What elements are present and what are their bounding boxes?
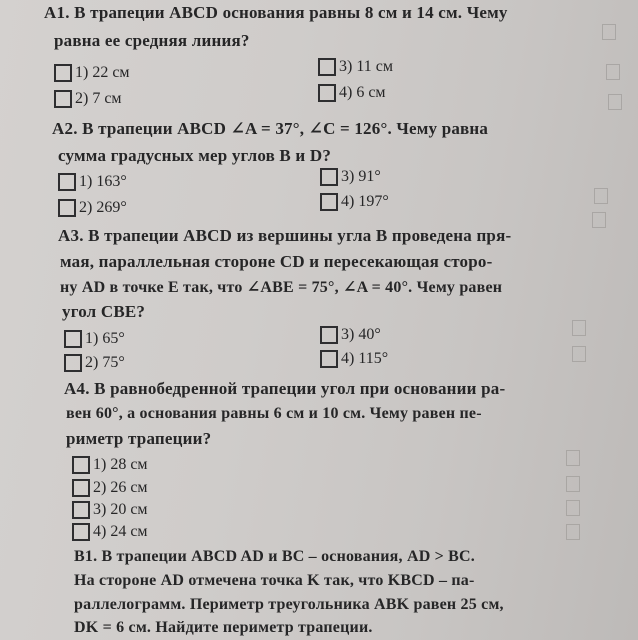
question-a4-line-3: риметр трапеции? bbox=[66, 429, 212, 448]
option-a2-4[interactable]: 4) 197° bbox=[320, 193, 389, 211]
question-a3-line-4: угол CBE? bbox=[62, 302, 146, 321]
checkbox[interactable] bbox=[64, 354, 82, 372]
checkbox[interactable] bbox=[320, 350, 338, 368]
option-a4-2[interactable]: 2) 26 см bbox=[72, 479, 148, 497]
checkbox[interactable] bbox=[72, 501, 90, 519]
option-a1-1[interactable]: 1) 22 см bbox=[54, 64, 130, 82]
question-a3-line-1: A3. В трапеции ABCD из вершины угла B проведена пря- bbox=[58, 226, 512, 245]
checkbox[interactable] bbox=[72, 479, 90, 497]
bleed-through-box bbox=[602, 24, 616, 40]
option-a1-2[interactable]: 2) 7 см bbox=[54, 90, 122, 108]
bleed-through-box bbox=[594, 188, 608, 204]
bleed-through-box bbox=[592, 212, 606, 228]
option-a4-3[interactable]: 3) 20 см bbox=[72, 501, 148, 519]
bleed-through-box bbox=[608, 94, 622, 110]
checkbox[interactable] bbox=[318, 58, 336, 76]
checkbox[interactable] bbox=[58, 199, 76, 217]
question-b1-line-2: На стороне AD отмечена точка K так, что KBCD – па- bbox=[74, 572, 475, 589]
bleed-through-box bbox=[566, 500, 580, 516]
checkbox[interactable] bbox=[54, 64, 72, 82]
bleed-through-box bbox=[606, 64, 620, 80]
question-a2-line-2: сумма градусных мер углов B и D? bbox=[58, 146, 332, 165]
checkbox[interactable] bbox=[54, 90, 72, 108]
option-a3-3[interactable]: 3) 40° bbox=[320, 326, 381, 344]
question-b1-line-3: раллелограмм. Периметр треугольника ABK равен 25 см, bbox=[74, 596, 504, 613]
question-a1-line-1: A1. В трапеции ABCD основания равны 8 см и 14 см. Чему bbox=[44, 3, 508, 22]
option-a1-3[interactable]: 3) 11 см bbox=[318, 58, 393, 76]
question-a3-line-2: мая, параллельная стороне CD и пересекающая сторо- bbox=[60, 252, 493, 271]
bleed-through-box bbox=[566, 524, 580, 540]
checkbox[interactable] bbox=[72, 523, 90, 541]
checkbox[interactable] bbox=[320, 326, 338, 344]
option-a3-4[interactable]: 4) 115° bbox=[320, 350, 388, 368]
checkbox[interactable] bbox=[72, 456, 90, 474]
question-a1-number: A1 bbox=[44, 3, 66, 22]
option-a2-2[interactable]: 2) 269° bbox=[58, 199, 127, 217]
question-b1-line-4: DK = 6 см. Найдите периметр трапеции. bbox=[74, 619, 373, 636]
checkbox[interactable] bbox=[318, 84, 336, 102]
bleed-through-box bbox=[566, 476, 580, 492]
question-a3-number: A3 bbox=[58, 226, 80, 245]
bleed-through-box bbox=[566, 450, 580, 466]
checkbox[interactable] bbox=[320, 193, 338, 211]
option-a3-2[interactable]: 2) 75° bbox=[64, 354, 125, 372]
bleed-through-box bbox=[572, 346, 586, 362]
question-a2-line-1: A2. В трапеции ABCD ∠A = 37°, ∠C = 126°. Чему равна bbox=[52, 119, 489, 138]
question-a3-line-3: ну AD в точке E так, что ∠ABE = 75°, ∠A = 40°. Чему равен bbox=[60, 279, 503, 296]
checkbox[interactable] bbox=[64, 330, 82, 348]
question-b1-line-1: B1. В трапеции ABCD AD и BC – основания, AD > BC. bbox=[74, 548, 475, 565]
bleed-through-box bbox=[572, 320, 586, 336]
question-b1-number: B1 bbox=[74, 548, 94, 565]
option-a4-1[interactable]: 1) 28 см bbox=[72, 456, 148, 474]
option-a1-4[interactable]: 4) 6 см bbox=[318, 84, 386, 102]
checkbox[interactable] bbox=[58, 173, 76, 191]
option-a2-3[interactable]: 3) 91° bbox=[320, 168, 381, 186]
question-a1-line-2: равна ее средняя линия? bbox=[54, 31, 250, 50]
question-a2-number: A2 bbox=[52, 119, 74, 138]
checkbox[interactable] bbox=[320, 168, 338, 186]
question-a4-number: A4 bbox=[64, 379, 86, 398]
option-a2-1[interactable]: 1) 163° bbox=[58, 173, 127, 191]
question-a4-line-1: A4. В равнобедренной трапеции угол при основании ра- bbox=[64, 379, 506, 398]
question-a4-line-2: вен 60°, а основания равны 6 см и 10 см. Чему равен пе- bbox=[66, 405, 482, 422]
option-a3-1[interactable]: 1) 65° bbox=[64, 330, 125, 348]
option-a4-4[interactable]: 4) 24 см bbox=[72, 523, 148, 541]
